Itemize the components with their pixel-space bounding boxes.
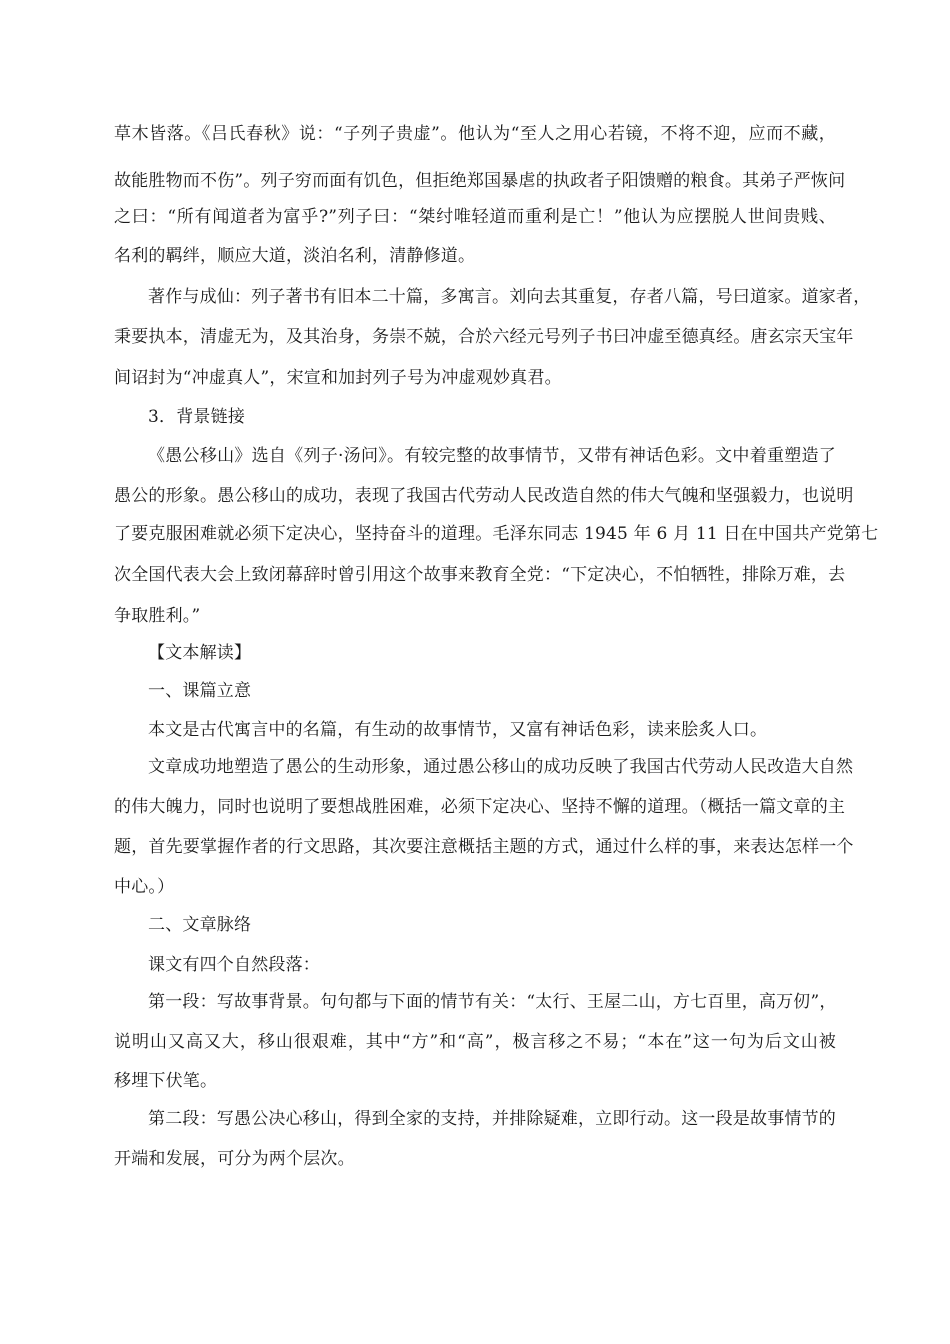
text-line: 第二段：写愚公决心移山，得到全家的支持，并排除疑难，立即行动。这一段是故事情节的 <box>148 1109 836 1129</box>
text-line: 愚公的形象。愚公移山的成功，表现了我国古代劳动人民改造自然的伟大气魄和坚强毅力，也说明 <box>114 486 854 506</box>
text-line: 秉要执本，清虚无为，及其治身，务崇不兢，合於六经元号列子书曰冲虚至德真经。唐玄宗天宝年 <box>114 327 854 347</box>
text-line: 之曰：“所有闻道者为富乎?”列子曰：“桀纣唯轻道而重利是亡！”他认为应摆脱人世间贵贱、 <box>114 207 836 227</box>
text-line: 说明山又高又大，移山很艰难，其中“方”和“高”，极言移之不易；“本在”这一句为后文山被 <box>114 1032 836 1052</box>
section-heading: 3．背景链接 <box>148 407 246 427</box>
text-line: 故能胜物而不伤”。列子穷而面有饥色，但拒绝郑国暴虐的执政者子阳馈赠的粮食。其弟子严恢问 <box>114 171 846 191</box>
text-line: 著作与成仙：列子著书有旧本二十篇，多寓言。刘向去其重复，存者八篇，号曰道家。道家者， <box>148 287 871 307</box>
text-line: 题，首先要掌握作者的行文思路，其次要注意概括主题的方式，通过什么样的事，来表达怎样一个 <box>114 837 854 857</box>
text-line: 了要克服困难就必须下定决心，坚持奋斗的道理。毛泽东同志 1945 年 6 月 11 日在中国共产党第七 <box>114 524 879 544</box>
text-line: 中心。） <box>114 877 175 897</box>
text-line: 的伟大魄力，同时也说明了要想战胜困难，必须下定决心、坚持不懈的道理。（概括一篇文章的主 <box>114 797 846 817</box>
text-line: 课文有四个自然段落： <box>148 955 320 975</box>
text-line: 间诏封为“冲虚真人”，宋宣和加封列子号为冲虚观妙真君。 <box>114 368 562 388</box>
section-heading: 【文本解读】 <box>148 643 252 663</box>
text-line: 本文是古代寓言中的名篇，有生动的故事情节，又富有神话色彩，读来脍炙人口。 <box>148 720 768 740</box>
section-heading: 一、课篇立意 <box>148 681 252 701</box>
text-line: 开端和发展，可分为两个层次。 <box>114 1149 355 1169</box>
text-line: 争取胜利。” <box>114 606 201 626</box>
text-line: 移埋下伏笔。 <box>114 1071 218 1091</box>
text-line: 《愚公移山》选自《列子·汤问》。有较完整的故事情节，又带有神话色彩。文中着重塑造了 <box>148 446 836 466</box>
text-line: 次全国代表大会上致闭幕辞时曾引用这个故事来教育全党：“下定决心，不怕牺牲，排除万难，去 <box>114 565 846 585</box>
section-heading: 二、文章脉络 <box>148 915 252 935</box>
text-line: 名利的羁绊，顺应大道，淡泊名利，清静修道。 <box>114 246 476 266</box>
text-line: 第一段：写故事背景。句句都与下面的情节有关：“太行、王屋二山，方七百里，高万仞”， <box>148 992 837 1012</box>
text-line: 文章成功地塑造了愚公的生动形象，通过愚公移山的成功反映了我国古代劳动人民改造大自然 <box>148 757 854 777</box>
text-line: 草木皆落。《吕氏春秋》说：“子列子贵虚”。他认为“至人之用心若镜，不将不迎，应而不藏， <box>114 124 836 144</box>
